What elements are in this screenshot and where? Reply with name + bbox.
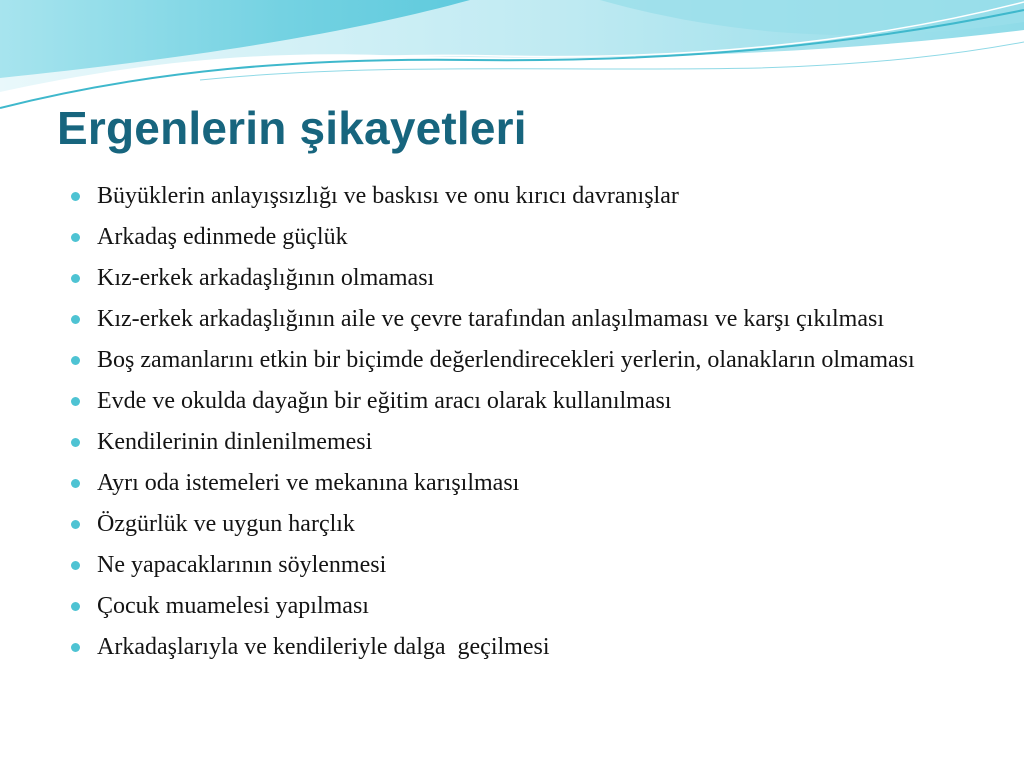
list-item: Ayrı oda istemeleri ve mekanına karışılması xyxy=(97,467,987,500)
bullet-list xyxy=(97,180,987,672)
list-item: Çocuk muamelesi yapılması xyxy=(97,590,987,623)
list-item: Arkadaş edinmede güçlük xyxy=(97,221,987,254)
list-item: Evde ve okulda dayağın bir eğitim aracı olarak kullanılması xyxy=(97,385,987,418)
list-item: Kendilerinin dinlenilmemesi xyxy=(97,426,987,459)
list-item: Boş zamanlarını etkin bir biçimde değerlendirecekleri yerlerin, olanakların olmaması xyxy=(97,344,987,377)
list-item: Büyüklerin anlayışsızlığı ve baskısı ve onu kırıcı davranışlar xyxy=(97,180,987,213)
list-item: Kız-erkek arkadaşlığının aile ve çevre tarafından anlaşılmaması ve karşı çıkılması xyxy=(97,303,987,336)
list-item: Arkadaşlarıyla ve kendileriyle dalga geçilmesi xyxy=(97,631,987,664)
slide-title: Ergenlerin şikayetleri xyxy=(57,102,527,154)
list-item: Kız-erkek arkadaşlığının olmaması xyxy=(97,262,987,295)
list-item: Özgürlük ve uygun harçlık xyxy=(97,508,987,541)
list-item: Ne yapacaklarının söylenmesi xyxy=(97,549,987,582)
